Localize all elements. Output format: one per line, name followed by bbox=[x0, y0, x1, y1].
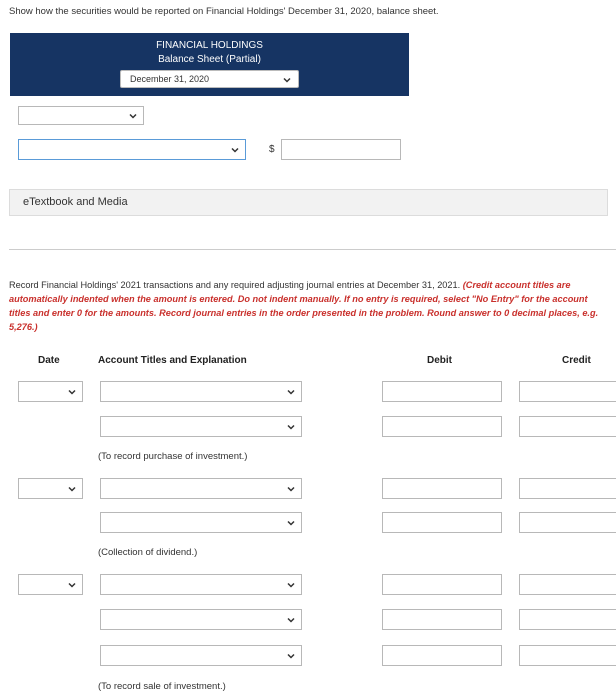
account-title-select[interactable] bbox=[100, 478, 302, 499]
account-title-select[interactable] bbox=[100, 381, 302, 402]
account-select[interactable] bbox=[18, 139, 246, 160]
date-select[interactable] bbox=[120, 70, 299, 88]
debit-input[interactable] bbox=[382, 478, 502, 499]
date-select[interactable] bbox=[18, 381, 83, 402]
chevron-down-icon bbox=[129, 112, 137, 120]
account-title-select[interactable] bbox=[100, 609, 302, 630]
account-title-select[interactable] bbox=[100, 574, 302, 595]
debit-input[interactable] bbox=[382, 645, 502, 666]
date-select[interactable] bbox=[18, 478, 83, 499]
credit-input[interactable] bbox=[519, 609, 616, 630]
credit-input[interactable] bbox=[519, 645, 616, 666]
entry-explanation: (To record sale of investment.) bbox=[98, 681, 226, 692]
credit-input[interactable] bbox=[519, 512, 616, 533]
amount-input[interactable] bbox=[281, 139, 401, 160]
credit-input[interactable] bbox=[519, 381, 616, 402]
chevron-down-icon bbox=[231, 146, 239, 154]
chevron-down-icon bbox=[287, 388, 295, 396]
section-select[interactable] bbox=[18, 106, 144, 125]
entry-explanation: (Collection of dividend.) bbox=[98, 547, 198, 558]
instructions-note: (Credit account titles are automatically indented when the amount is entered. Do not indent manually. If no entry is required, select "No Entry" for the account titles and enter 0 for the amounts. Record journal entries in the order presented in the problem. Round answer to 0 decimal places, e.g. 5,276.) bbox=[9, 280, 599, 332]
chevron-down-icon bbox=[287, 581, 295, 589]
chevron-down-icon bbox=[287, 519, 295, 527]
credit-input[interactable] bbox=[519, 574, 616, 595]
divider bbox=[9, 249, 616, 250]
credit-input[interactable] bbox=[519, 416, 616, 437]
column-header-debit: Debit bbox=[427, 355, 452, 366]
debit-input[interactable] bbox=[382, 574, 502, 595]
chevron-down-icon bbox=[287, 423, 295, 431]
chevron-down-icon bbox=[68, 388, 76, 396]
debit-input[interactable] bbox=[382, 512, 502, 533]
chevron-down-icon bbox=[283, 76, 291, 84]
debit-input[interactable] bbox=[382, 416, 502, 437]
column-header-account: Account Titles and Explanation bbox=[98, 355, 247, 366]
chevron-down-icon bbox=[68, 485, 76, 493]
date-select[interactable] bbox=[18, 574, 83, 595]
debit-input[interactable] bbox=[382, 609, 502, 630]
chevron-down-icon bbox=[287, 485, 295, 493]
etextbook-media-link[interactable]: eTextbook and Media bbox=[9, 189, 608, 216]
entry-explanation: (To record purchase of investment.) bbox=[98, 451, 248, 462]
currency-symbol: $ bbox=[269, 144, 275, 155]
debit-input[interactable] bbox=[382, 381, 502, 402]
chevron-down-icon bbox=[68, 581, 76, 589]
statement-subtitle: Balance Sheet (Partial) bbox=[158, 54, 261, 65]
chevron-down-icon bbox=[287, 652, 295, 660]
company-name: FINANCIAL HOLDINGS bbox=[156, 40, 263, 51]
column-header-date: Date bbox=[38, 355, 60, 366]
date-select-value: December 31, 2020 bbox=[130, 74, 210, 84]
credit-input[interactable] bbox=[519, 478, 616, 499]
account-title-select[interactable] bbox=[100, 645, 302, 666]
question-prompt: Show how the securities would be reported on Financial Holdings' December 31, 2020, balance sheet. bbox=[9, 6, 439, 17]
column-header-credit: Credit bbox=[562, 355, 591, 366]
account-title-select[interactable] bbox=[100, 512, 302, 533]
journal-instructions: Record Financial Holdings' 2021 transactions and any required adjusting journal entries at December 31, 2021. (Credit account titles are automatically indented when the amount is entered. Do not indent manually. If no entry is required, select "No Entry" for the account titles and enter 0 for the amounts. Record journal entries in the order presented in the problem. Round answer to 0 decimal places, e.g. 5,276.) bbox=[9, 280, 599, 332]
chevron-down-icon bbox=[287, 616, 295, 624]
account-title-select[interactable] bbox=[100, 416, 302, 437]
